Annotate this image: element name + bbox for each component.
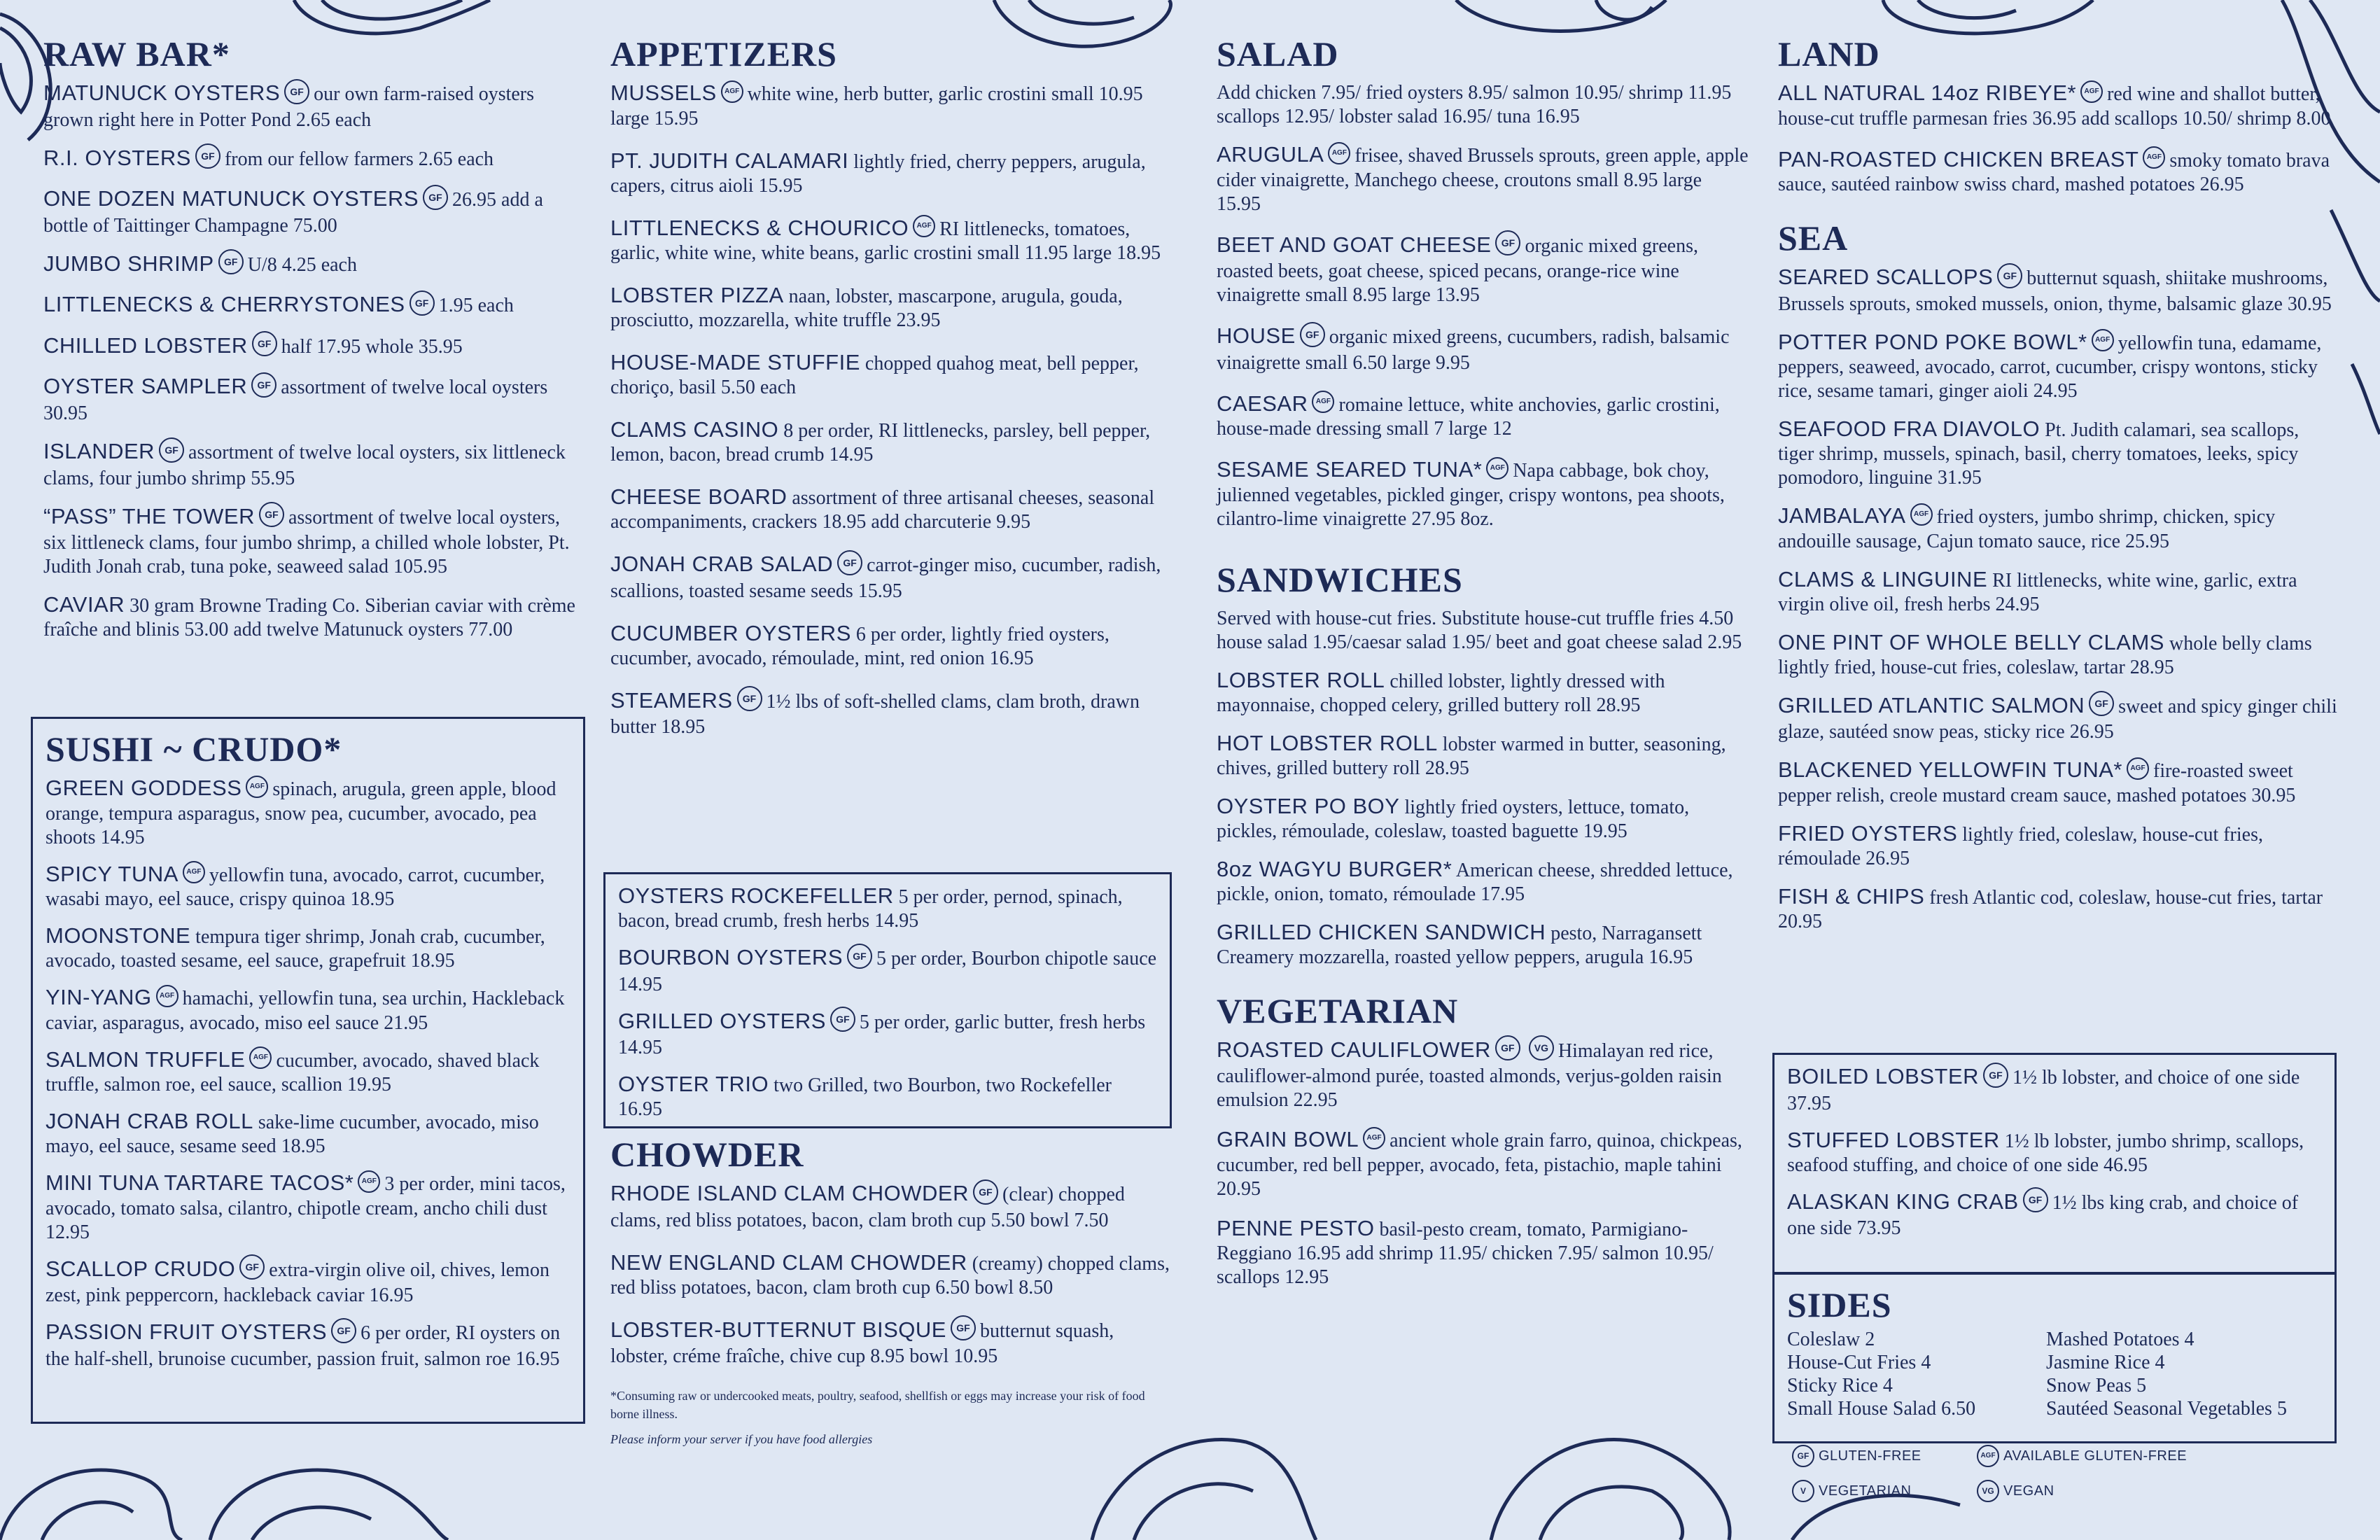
- menu-item-name: LITTLENECKS & CHERRYSTONES: [43, 292, 405, 317]
- column-3: [1217, 34, 1749, 1305]
- menu-item-blackened-yellowfin-tuna: [1778, 758, 2338, 808]
- sea-list: [1778, 265, 2338, 934]
- sides-box: [1772, 1273, 2337, 1443]
- vegetarian-label: VEGETARIAN: [1819, 1483, 1912, 1499]
- menu-item-description: 30 gram Browne Trading Co. Siberian caviar with crème fraîche and blinis 53.00 add twelve Matunuck oysters 77.00: [43, 595, 575, 641]
- menu-item-description: 6 per order, lightly fried oysters, cucumber, avocado, rémoulade, mint, red onion 16.95: [610, 623, 1110, 669]
- menu-item-name: LOBSTER-BUTTERNUT BISQUE: [610, 1317, 946, 1342]
- menu-item-name: CHILLED LOBSTER: [43, 332, 248, 358]
- menu-item-all-natural-14oz-ribeye: [1778, 81, 2338, 131]
- menu-item-jonah-crab-roll: [46, 1110, 570, 1158]
- gluten-free-icon: GF: [284, 79, 309, 104]
- menu-item-grilled-chicken-sandwich: [1217, 920, 1749, 969]
- gluten-free-icon: GF: [2023, 1187, 2048, 1212]
- menu-item-description: chilled lobster, lightly dressed with mayonnaise, chopped celery, grilled buttery roll 28.95: [1217, 670, 1665, 716]
- menu-item-name: SEARED SCALLOPS: [1778, 265, 1994, 290]
- menu-item-8oz-wagyu-burger: [1217, 858, 1749, 906]
- menu-item-description: Napa cabbage, bok choy, julienned vegetables, pickled ginger, crispy wontons, pea shoots, cilantro-lime vinaigrette 27.95 8oz.: [1217, 460, 1725, 530]
- menu-item-description: whole belly clams lightly fried, house-cut fries, coleslaw, tartar 28.95: [1778, 632, 2312, 678]
- available-gluten-free-icon: AGF: [1312, 391, 1334, 413]
- menu-item-description: hamachi, yellowfin tuna, sea urchin, Hackleback caviar, asparagus, avocado, miso eel sauce 21.95: [46, 988, 565, 1034]
- land-list: [1778, 81, 2338, 197]
- menu-item-name: SPICY TUNA: [46, 861, 178, 886]
- available-gluten-free-icon: AGF: [2092, 329, 2114, 351]
- menu-item-name: SALMON TRUFFLE: [46, 1046, 246, 1072]
- menu-item-description: red wine and shallot butter, house-cut truffle parmesan fries 36.95 add scallops 10.50/ shrimp 8.00: [1778, 83, 2331, 130]
- menu-item-spicy-tuna: [46, 862, 570, 912]
- sandwiches-list: [1217, 668, 1749, 969]
- gluten-free-icon: GF: [1495, 230, 1520, 255]
- menu-item-description: RI littlenecks, tomatoes, garlic, white wine, white beans, garlic crostini small 11.95 large 18.95: [610, 218, 1161, 265]
- menu-item-moonstone: [46, 924, 570, 973]
- menu-item-name: FRIED OYSTERS: [1778, 821, 1958, 846]
- menu-item-name: ALL NATURAL 14oz RIBEYE*: [1778, 80, 2077, 105]
- menu-item-name: HOT LOBSTER ROLL: [1217, 730, 1438, 755]
- column-2: [610, 34, 1170, 757]
- menu-item-passion-fruit-oysters: [46, 1320, 570, 1371]
- sushi-box: [31, 717, 585, 1424]
- menu-item-description: pesto, Narragansett Creamery mozzarella, roasted yellow peppers, arugula 16.95: [1217, 922, 1702, 968]
- menu-item-name: CAVIAR: [43, 592, 125, 617]
- sides-list: [1787, 1328, 2322, 1420]
- menu-item-name: GRAIN BOWL: [1217, 1127, 1359, 1152]
- menu-item-roasted-cauliflower: [1217, 1038, 1749, 1113]
- menu-item-name: JONAH CRAB SALAD: [610, 552, 834, 577]
- gluten-free-icon: GF: [423, 185, 448, 210]
- menu-item-lobster-pizza: [610, 284, 1170, 332]
- menu-item-description: extra-virgin olive oil, chives, lemon zest, pink peppercorn, hackleback caviar 16.95: [46, 1259, 550, 1307]
- menu-item-pt-judith-calamari: [610, 149, 1170, 198]
- menu-item-arugula: [1217, 143, 1749, 216]
- available-gluten-free-label: AVAILABLE GLUTEN-FREE: [2003, 1448, 2188, 1464]
- vegan-icon: VG: [1977, 1480, 1999, 1502]
- menu-item-name: SESAME SEARED TUNA*: [1217, 457, 1483, 482]
- menu-item-pan-roasted-chicken-breast: [1778, 148, 2338, 197]
- oysters-list: [618, 884, 1157, 1121]
- raw-bar-list: [43, 81, 582, 642]
- chowder-section: [610, 1134, 1170, 1448]
- menu-item-description: yellowfin tuna, avocado, carrot, cucumber, wasabi mayo, eel sauce, crispy quinoa 18.95: [46, 864, 545, 911]
- menu-item-caesar: [1217, 392, 1749, 442]
- allergy-note: Please inform your server if you have food allergies: [610, 1432, 873, 1447]
- gluten-free-icon: GF: [251, 372, 276, 398]
- menu-item-steamers: [610, 689, 1170, 740]
- menu-item-lobster-roll: [1217, 668, 1749, 718]
- menu-item-description: 1.95 each: [438, 295, 514, 317]
- menu-item-sesame-seared-tuna: [1217, 458, 1749, 531]
- gluten-free-icon: GF: [410, 290, 435, 316]
- menu-item-matunuck-oysters: [43, 81, 582, 132]
- gluten-free-icon: GF: [1792, 1445, 1814, 1467]
- menu-item-description: butternut squash, shiitake mushrooms, Brussels sprouts, smoked mussels, onion, thyme, balsamic glaze 30.95: [1778, 267, 2332, 315]
- chowder-list: [610, 1182, 1170, 1368]
- menu-item-name: OYSTER TRIO: [618, 1072, 769, 1097]
- menu-item-name: HOUSE: [1217, 323, 1296, 349]
- menu-item-description: 1½ lb lobster, jumbo shrimp, scallops, seafood stuffing, and choice of one side 46.95: [1787, 1130, 2304, 1176]
- menu-item-oyster-sampler: [43, 374, 582, 426]
- menu-item-islander: [43, 440, 582, 491]
- lobster-list: [1787, 1065, 2322, 1240]
- menu-item-name: ONE PINT OF WHOLE BELLY CLAMS: [1778, 629, 2164, 654]
- gluten-free-icon: GF: [1983, 1063, 2008, 1088]
- available-gluten-free-icon: AGF: [358, 1170, 380, 1193]
- menu-item-description: smoky tomato brava sauce, sautéed rainbow swiss chard, mashed potatoes 26.95: [1778, 149, 2330, 196]
- menu-item-name: GRILLED OYSTERS: [618, 1008, 826, 1033]
- menu-item-seared-scallops: [1778, 265, 2338, 316]
- vegetarian-icon: V: [1792, 1480, 1814, 1502]
- menu-item-name: ALASKAN KING CRAB: [1787, 1189, 2019, 1214]
- menu-item-description: chopped quahog meat, bell pepper, choriço, basil 5.50 each: [610, 353, 1139, 399]
- menu-item-oysters-rockefeller: [618, 884, 1157, 933]
- gluten-free-icon: GF: [259, 502, 284, 527]
- menu-item-name: CAESAR: [1217, 391, 1308, 416]
- menu-item-oyster-po-boy: [1217, 794, 1749, 844]
- menu-item-green-goddess: [46, 776, 570, 850]
- menu-item-name: GRILLED CHICKEN SANDWICH: [1217, 919, 1546, 944]
- available-gluten-free-icon: AGF: [1363, 1127, 1385, 1149]
- menu-item-mini-tuna-tartare-tacos: [46, 1171, 570, 1245]
- vegetarian-heading: VEGETARIAN: [1217, 990, 1459, 1030]
- menu-item-jonah-crab-salad: [610, 552, 1170, 603]
- gluten-free-icon: GF: [973, 1180, 998, 1205]
- menu-item-description: cucumber, avocado, shaved black truffle, salmon roe, eel sauce, scallion 19.95: [46, 1049, 540, 1096]
- menu-item-name: PT. JUDITH CALAMARI: [610, 148, 849, 173]
- menu-item-description: U/8 4.25 each: [247, 253, 357, 276]
- menu-item-name: MATUNUCK OYSTERS: [43, 80, 281, 105]
- gluten-free-icon: GF: [218, 249, 244, 274]
- menu-item-name: MINI TUNA TARTARE TACOS*: [46, 1170, 354, 1196]
- menu-item-description: half 17.95 whole 35.95: [281, 335, 463, 358]
- menu-item-name: 8oz WAGYU BURGER*: [1217, 856, 1452, 881]
- available-gluten-free-icon: AGF: [721, 80, 743, 103]
- menu-item-name: BOILED LOBSTER: [1787, 1064, 1980, 1088]
- menu-item-name: BOURBON OYSTERS: [618, 945, 843, 969]
- menu-item-description: sweet and spicy ginger chili glaze, sautéed snow peas, sticky rice 26.95: [1778, 695, 2337, 743]
- menu-item-name: LITTLENECKS & CHOURICO: [610, 215, 909, 240]
- appetizers-list: [610, 81, 1170, 739]
- menu-item-salmon-truffle: [46, 1048, 570, 1098]
- gluten-free-icon: GF: [837, 550, 862, 575]
- menu-item-description: naan, lobster, mascarpone, arugula, gouda, prosciutto, mozzarella, white truffle 23.95: [610, 286, 1123, 332]
- menu-item-name: ONE DOZEN MATUNUCK OYSTERS: [43, 186, 419, 211]
- menu-item-description: our own farm-raised oysters grown right here in Potter Pond 2.65 each: [43, 83, 535, 131]
- land-heading: LAND: [1778, 34, 1880, 74]
- menu-item-fried-oysters: [1778, 822, 2338, 871]
- menu-item-scallop-crudo: [46, 1257, 570, 1308]
- menu-item-name: GRILLED ATLANTIC SALMON: [1778, 692, 2085, 718]
- sandwiches-heading: SANDWICHES: [1217, 559, 1463, 599]
- menu-item-description: lightly fried, coleslaw, house-cut fries, rémoulade 26.95: [1778, 824, 2263, 870]
- gluten-free-icon: GF: [331, 1318, 356, 1343]
- menu-item-alaskan-king-crab: [1787, 1190, 2322, 1241]
- vegetarian-list: [1217, 1038, 1749, 1289]
- raw-bar-heading: RAW BAR*: [43, 34, 230, 74]
- menu-item-description: assortment of twelve local oysters, six littleneck clams, four jumbo shrimp 55.95: [43, 442, 566, 489]
- menu-item-name: CHEESE BOARD: [610, 484, 788, 510]
- side-item: Sautéed Seasonal Vegetables 5: [2046, 1398, 2287, 1420]
- menu-item-littlenecks-chourico: [610, 216, 1170, 266]
- menu-item-description: (creamy) chopped clams, red bliss potatoes, bacon, clam broth cup 6.50 bowl 8.50: [610, 1252, 1170, 1298]
- menu-item-description: from our fellow farmers 2.65 each: [224, 148, 494, 170]
- menu-item-description: two Grilled, two Bourbon, two Rockefeller 16.95: [618, 1074, 1112, 1121]
- gluten-free-icon: GF: [951, 1315, 976, 1340]
- menu-item-description: organic mixed greens, cucumbers, radish, balsamic vinaigrette small 6.50 large 9.95: [1217, 326, 1730, 374]
- menu-item-potter-pond-poke-bowl: [1778, 330, 2338, 404]
- menu-item-name: R.I. OYSTERS: [43, 145, 191, 170]
- menu-item-name: CLAMS CASINO: [610, 417, 779, 442]
- menu-item-name: JONAH CRAB ROLL: [46, 1109, 253, 1134]
- side-item: Small House Salad 6.50: [1787, 1398, 1976, 1420]
- menu-item-name: “PASS” THE TOWER: [43, 503, 255, 528]
- menu-item-description: spinach, arugula, green apple, blood orange, tempura asparagus, snow pea, cucumber, avocado, pea shoots 14.95: [46, 778, 556, 848]
- menu-item-one-dozen-matunuck-oysters: [43, 187, 582, 238]
- available-gluten-free-icon: AGF: [1328, 142, 1350, 164]
- menu-item-oyster-trio: [618, 1072, 1157, 1121]
- gluten-free-icon: GF: [195, 144, 220, 169]
- menu-item-description: (clear) chopped clams, red bliss potatoes, bacon, clam broth cup 5.50 bowl 7.50: [610, 1184, 1125, 1231]
- menu-item-name: YIN-YANG: [46, 985, 152, 1010]
- menu-item-description: fried oysters, jumbo shrimp, chicken, spicy andouille sausage, Cajun tomato sauce, rice 25.95: [1778, 506, 2276, 552]
- raw-food-disclaimer: *Consuming raw or undercooked meats, poultry, seafood, shellfish or eggs may increase your risk of food borne illness.: [610, 1389, 1145, 1422]
- menu-item-name: PAN-ROASTED CHICKEN BREAST: [1778, 146, 2139, 172]
- menu-item-description: assortment of three artisanal cheeses, seasonal accompaniments, crackers 18.95 add charcuterie 9.95: [610, 487, 1155, 533]
- menu-item-name: STEAMERS: [610, 687, 733, 713]
- gluten-free-icon: GF: [830, 1007, 855, 1032]
- menu-item-description: 8 per order, RI littlenecks, parsley, bell pepper, lemon, bacon, bread crumb 14.95: [610, 420, 1151, 466]
- menu-item-description: carrot-ginger miso, cucumber, radish, scallions, toasted sesame seeds 15.95: [610, 554, 1161, 602]
- menu-item-fish-chips: [1778, 885, 2338, 934]
- menu-item-description: lobster warmed in butter, seasoning, chives, grilled buttery roll 28.95: [1217, 733, 1726, 779]
- menu-item-new-england-clam-chowder: [610, 1251, 1170, 1300]
- menu-item-description: 5 per order, pernod, spinach, bacon, bread crumb, fresh herbs 14.95: [618, 886, 1123, 932]
- available-gluten-free-icon: AGF: [246, 776, 268, 798]
- available-gluten-free-icon: AGF: [913, 215, 935, 237]
- menu-item-description: fire-roasted sweet pepper relish, creole mustard cream sauce, mashed potatoes 30.95: [1778, 760, 2296, 807]
- gluten-free-icon: GF: [159, 438, 184, 463]
- menu-item-name: PENNE PESTO: [1217, 1216, 1375, 1241]
- available-gluten-free-icon: AGF: [249, 1046, 272, 1069]
- gluten-free-icon: GF: [1300, 322, 1325, 347]
- menu-item-description: 26.95 add a bottle of Taittinger Champagne 75.00: [43, 189, 543, 237]
- menu-item-description: 1½ lb lobster, and choice of one side 37.95: [1787, 1067, 2300, 1114]
- menu-item-name: GREEN GODDESS: [46, 776, 242, 800]
- menu-item-house-made-stuffie: [610, 351, 1170, 400]
- menu-item-seafood-fra-diavolo: [1778, 417, 2338, 490]
- menu-item-name: POTTER POND POKE BOWL*: [1778, 329, 2087, 354]
- menu-item-name: NEW ENGLAND CLAM CHOWDER: [610, 1250, 967, 1275]
- menu-item-penne-pesto: [1217, 1217, 1749, 1289]
- menu-item-mussels: [610, 81, 1170, 131]
- menu-item-name: OYSTER SAMPLER: [43, 374, 248, 399]
- menu-item-description: basil-pesto cream, tomato, Parmigiano-Reggiano 16.95 add shrimp 11.95/ chicken 7.95/ salmon 10.95/ scallops 12.95: [1217, 1219, 1714, 1289]
- menu-item-name: HOUSE-MADE STUFFIE: [610, 350, 860, 375]
- menu-item-description: frisee, shaved Brussels sprouts, green apple, apple cider vinaigrette, Manchego cheese, croutons small 8.95 large 15.95: [1217, 145, 1749, 215]
- menu-item-description: 5 per order, garlic butter, fresh herbs 14.95: [618, 1011, 1146, 1059]
- menu-item-name: RHODE ISLAND CLAM CHOWDER: [610, 1181, 969, 1205]
- menu-item-beet-and-goat-cheese: [1217, 233, 1749, 308]
- menu-item-cheese-board: [610, 485, 1170, 534]
- menu-item-name: OYSTERS ROCKEFELLER: [618, 883, 894, 908]
- menu-item-lobster-butternut-bisque: [610, 1318, 1170, 1369]
- menu-item-description: tempura tiger shrimp, Jonah crab, cucumber, avocado, toasted sesame, eel sauce, grapefruit 18.95: [46, 926, 545, 972]
- lobster-box: [1772, 1053, 2337, 1274]
- side-item: Snow Peas 5: [2046, 1375, 2147, 1396]
- menu-item-name: FISH & CHIPS: [1778, 884, 1925, 909]
- menu-item-grilled-oysters: [618, 1009, 1157, 1060]
- gluten-free-icon: GF: [252, 331, 277, 356]
- menu-item-grain-bowl: [1217, 1128, 1749, 1201]
- menu-item-name: LOBSTER ROLL: [1217, 667, 1385, 692]
- available-gluten-free-icon: AGF: [1486, 457, 1508, 479]
- menu-item-description: lightly fried oysters, lettuce, tomato, pickles, rémoulade, coleslaw, toasted baguette 19.95: [1217, 796, 1690, 842]
- menu-item-name: LOBSTER PIZZA: [610, 283, 784, 308]
- gluten-free-icon: GF: [2089, 691, 2114, 716]
- salad-addons: Add chicken 7.95/ fried oysters 8.95/ salmon 10.95/ shrimp 11.95 scallops 12.95/ lobster salad 16.95/ tuna 16.95: [1217, 82, 1732, 127]
- menu-item-clams-casino: [610, 418, 1170, 467]
- dietary-legend: [1792, 1445, 2324, 1502]
- gluten-free-icon: GF: [239, 1254, 265, 1280]
- available-gluten-free-icon: AGF: [2127, 757, 2149, 780]
- menu-item-grilled-atlantic-salmon: [1778, 694, 2338, 745]
- menu-item-description: yellowfin tuna, edamame, peppers, seaweed, avocado, carrot, cucumber, crispy wontons, sticky rice, sesame tamari, ginger aioli 24.95: [1778, 332, 2322, 402]
- menu-item-littlenecks-cherrystones: [43, 293, 582, 320]
- menu-item-clams-linguine: [1778, 568, 2338, 617]
- menu-item-description: American cheese, shredded lettuce, pickle, onion, tomato, rémoulade 17.95: [1217, 859, 1733, 905]
- menu-item-name: JAMBALAYA: [1778, 503, 1906, 528]
- menu-item-description: romaine lettuce, white anchovies, garlic crostini, house-made dressing small 7 large 12: [1217, 393, 1720, 440]
- menu-item-description: butternut squash, lobster, créme fraîche, chive cup 8.95 bowl 10.95: [610, 1320, 1114, 1368]
- menu-item-jambalaya: [1778, 504, 2338, 554]
- menu-item-name: ARUGULA: [1217, 142, 1324, 167]
- available-gluten-free-icon: AGF: [2143, 146, 2165, 169]
- available-gluten-free-icon: AGF: [2080, 80, 2103, 103]
- menu-item-description: Himalayan red rice, cauliflower-almond purée, toasted almonds, verjus-golden raisin emulsion 22.95: [1217, 1040, 1722, 1112]
- menu-item-bourbon-oysters: [618, 946, 1157, 997]
- menu-item-description: assortment of twelve local oysters, six littleneck clams, four jumbo shrimp, a chilled whole lobster, Pt. Judith Jonah crab, tuna poke, seaweed salad 105.95: [43, 506, 570, 578]
- salad-heading: SALAD: [1217, 34, 1339, 74]
- menu-item-name: JUMBO SHRIMP: [43, 251, 214, 276]
- menu-item-description: RI littlenecks, white wine, garlic, extra virgin olive oil, fresh herbs 24.95: [1778, 569, 2297, 615]
- sandwiches-note: Served with house-cut fries. Substitute house-cut truffle fries 4.50 house salad 1.95/caesar salad 1.95/ beet and goat cheese salad 2.95: [1217, 607, 1742, 653]
- menu-item-description: lightly fried, cherry peppers, arugula, capers, citrus aioli 15.95: [610, 150, 1146, 197]
- available-gluten-free-icon: AGF: [183, 861, 205, 883]
- menu-item-name: SEAFOOD FRA DIAVOLO: [1778, 416, 2040, 442]
- menu-item-name: MUSSELS: [610, 80, 717, 105]
- menu-item-name: BEET AND GOAT CHEESE: [1217, 232, 1492, 257]
- menu-item-name: SCALLOP CRUDO: [46, 1256, 236, 1281]
- menu-item-name: OYSTER PO BOY: [1217, 793, 1400, 818]
- vegan-icon: VG: [1529, 1035, 1554, 1060]
- gluten-free-icon: GF: [1495, 1035, 1520, 1060]
- menu-item-description: 6 per order, RI oysters on the half-shell, brunoise cucumber, passion fruit, salmon roe 16.95: [46, 1322, 561, 1371]
- oysters-box: [603, 872, 1172, 1128]
- appetizers-heading: APPETIZERS: [610, 34, 837, 74]
- side-item: Coleslaw 2: [1787, 1329, 1875, 1350]
- menu-item-pass-the-tower: [43, 505, 582, 580]
- menu-item-name: ROASTED CAULIFLOWER: [1217, 1037, 1491, 1062]
- vegan-label: VEGAN: [2003, 1483, 2054, 1499]
- side-item: House-Cut Fries 4: [1787, 1352, 1931, 1373]
- menu-item-name: PASSION FRUIT OYSTERS: [46, 1320, 328, 1345]
- menu-item-name: CUCUMBER OYSTERS: [610, 620, 851, 645]
- menu-item-description: organic mixed greens, roasted beets, goat cheese, spiced pecans, orange-rice wine vinaigrette small 8.95 large 13.95: [1217, 234, 1698, 307]
- salad-list: [1217, 143, 1749, 531]
- menu-item-description: ancient whole grain farro, quinoa, chickpeas, cucumber, red bell pepper, avocado, feta, pistachio, maple tahini 20.95: [1217, 1130, 1742, 1200]
- menu-item-description: 1½ lbs of soft-shelled clams, clam broth, drawn butter 18.95: [610, 690, 1140, 738]
- gluten-free-icon: GF: [737, 686, 762, 711]
- chowder-heading: CHOWDER: [610, 1135, 804, 1174]
- menu-item-description: sake-lime cucumber, avocado, miso mayo, eel sauce, sesame seed 18.95: [46, 1112, 539, 1158]
- menu-item-description: white wine, herb butter, garlic crostini small 10.95 large 15.95: [610, 83, 1143, 130]
- menu-item-yin-yang: [46, 986, 570, 1035]
- available-gluten-free-icon: AGF: [1910, 503, 1933, 526]
- menu-item-chilled-lobster: [43, 334, 582, 361]
- menu-item-rhode-island-clam-chowder: [610, 1182, 1170, 1233]
- gluten-free-icon: GF: [847, 944, 872, 969]
- menu-item-cucumber-oysters: [610, 622, 1170, 671]
- sea-heading: SEA: [1778, 218, 1849, 258]
- menu-item-hot-lobster-roll: [1217, 732, 1749, 780]
- menu-item-description: Pt. Judith calamari, sea scallops, tiger shrimp, mussels, spinach, basil, cherry tomatoes, leeks, spicy pomodoro, linguine 31.95: [1778, 419, 2300, 489]
- menu-item-description: 1½ lbs king crab, and choice of one side 73.95: [1787, 1191, 2299, 1240]
- available-gluten-free-icon: AGF: [1977, 1445, 1999, 1467]
- column-4: [1778, 34, 2338, 948]
- menu-item-caviar: [43, 593, 582, 642]
- side-item: Jasmine Rice 4: [2046, 1352, 2165, 1373]
- sides-heading: SIDES: [1787, 1285, 1892, 1324]
- gluten-free-icon: GF: [1997, 263, 2022, 288]
- menu-item-jumbo-shrimp: [43, 252, 582, 279]
- menu-item-description: 5 per order, Bourbon chipotle sauce 14.95: [618, 948, 1157, 995]
- menu-item-name: STUFFED LOBSTER: [1787, 1127, 2000, 1152]
- menu-item-one-pint-of-whole-belly-clams: [1778, 631, 2338, 680]
- side-item: Mashed Potatoes 4: [2046, 1329, 2194, 1350]
- menu-item-r-i-oysters: [43, 146, 582, 174]
- menu-item-name: MOONSTONE: [46, 923, 191, 948]
- available-gluten-free-icon: AGF: [156, 985, 178, 1007]
- menu-item-name: ISLANDER: [43, 439, 155, 464]
- menu-item-stuffed-lobster: [1787, 1128, 2322, 1177]
- menu-item-description: 3 per order, mini tacos, avocado, tomato salsa, cilantro, chipotle cream, ancho chili dust 12.95: [46, 1173, 566, 1243]
- sushi-list: [46, 776, 570, 1371]
- menu-item-name: CLAMS & LINGUINE: [1778, 566, 1988, 592]
- menu-item-description: assortment of twelve local oysters 30.95: [43, 377, 548, 425]
- menu-item-boiled-lobster: [1787, 1065, 2322, 1116]
- column-1: [43, 34, 582, 656]
- side-item: Sticky Rice 4: [1787, 1375, 1893, 1396]
- menu-item-name: BLACKENED YELLOWFIN TUNA*: [1778, 757, 2122, 783]
- gluten-free-label: GLUTEN-FREE: [1819, 1448, 1921, 1464]
- menu-item-house: [1217, 324, 1749, 375]
- menu-item-description: fresh Atlantic cod, coleslaw, house-cut fries, tartar 20.95: [1778, 887, 2323, 933]
- sushi-heading: SUSHI ~ CRUDO*: [46, 729, 342, 769]
